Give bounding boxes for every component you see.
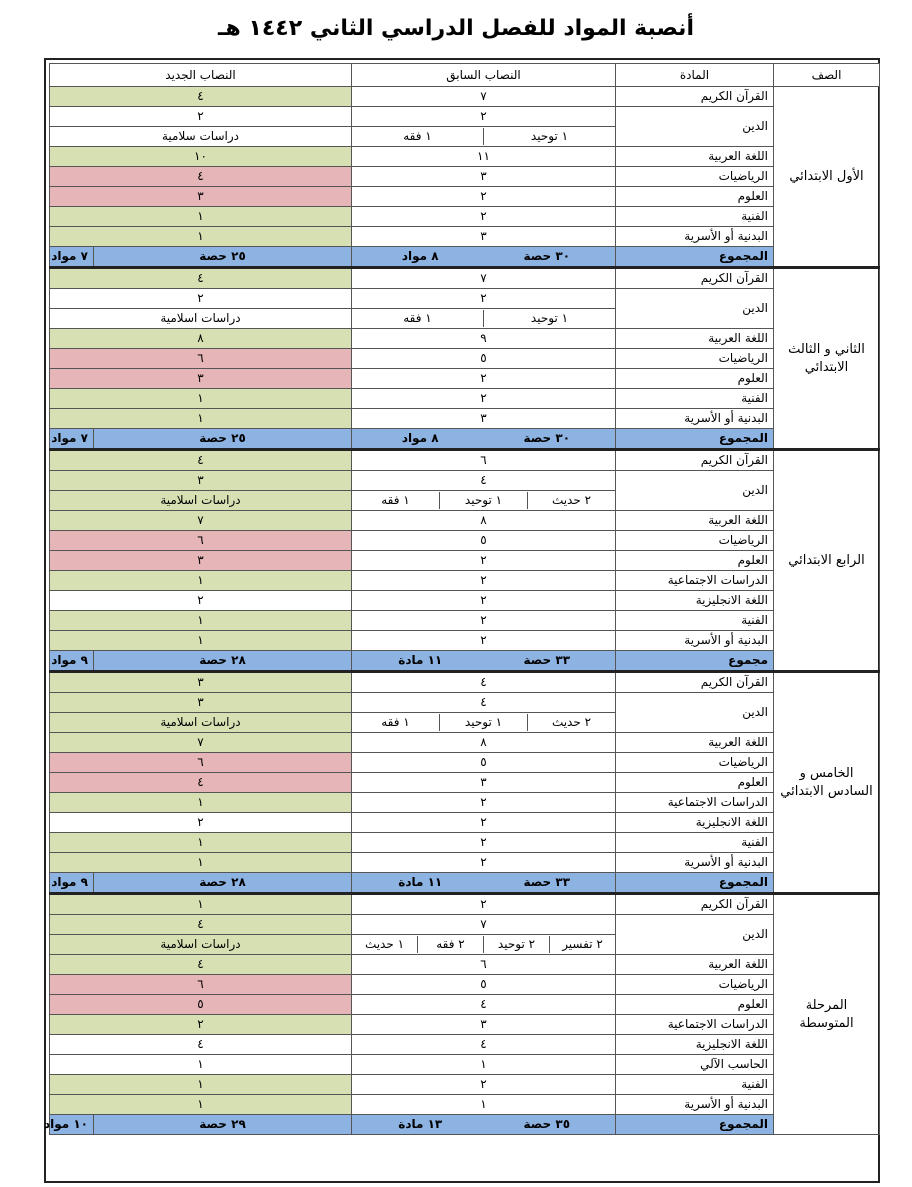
prev-quota-cell: ٢	[352, 369, 616, 389]
subject-cell: اللغة العربية	[616, 329, 774, 349]
prev-total	[357, 248, 610, 265]
new-quota-cell: دراسات اسلامية	[50, 713, 352, 733]
prev-total-subjects: ١١ مادة	[398, 875, 443, 889]
prev-quota-breakdown	[352, 309, 616, 329]
prev-quota-cell: ٩	[352, 329, 616, 349]
prev-total-periods: ٣٣ حصة	[523, 653, 571, 667]
subject-cell: العلوم	[616, 551, 774, 571]
subject-cell: اللغة العربية	[616, 147, 774, 167]
new-total-subjects: ٧ مواد	[50, 247, 94, 268]
new-quota-cell: ٤	[50, 915, 352, 935]
table-row	[50, 511, 880, 531]
new-total-periods: ٢٩ حصة	[94, 1115, 352, 1135]
prev-total	[357, 1116, 610, 1133]
new-quota-cell: ١	[50, 611, 352, 631]
table-row	[50, 733, 880, 753]
total-label: مجموع	[616, 651, 774, 672]
subject-cell: الرياضيات	[616, 531, 774, 551]
subject-cell: البدنية أو الأسرية	[616, 409, 774, 429]
prev-part: ٢ توحيد	[483, 936, 549, 953]
subject-cell: الفنية	[616, 1075, 774, 1095]
new-quota-cell: ٤	[50, 1035, 352, 1055]
prev-part: ١ توحيد	[483, 310, 615, 327]
subject-cell: اللغة العربية	[616, 511, 774, 531]
header-row	[50, 64, 880, 87]
prev-total-subjects: ٨ مواد	[401, 249, 439, 263]
table-row	[50, 813, 880, 833]
new-quota-cell: ٢	[50, 813, 352, 833]
prev-quota-cell: ٢	[352, 894, 616, 915]
prev-total-subjects: ١٣ مادة	[398, 1117, 443, 1131]
prev-quota-cell: ١١	[352, 147, 616, 167]
prev-quota-cell: ٤	[352, 471, 616, 491]
prev-quota-cell: ٧	[352, 915, 616, 935]
grade-cell: الخامس و السادس الابتدائي	[774, 672, 880, 894]
subject-cell-religion: الدين	[616, 693, 774, 733]
grade-cell: المرحلة المتوسطة	[774, 894, 880, 1135]
prev-quota-breakdown	[352, 491, 616, 511]
total-label: المجموع	[616, 873, 774, 894]
table-row	[50, 833, 880, 853]
prev-part: ٢ تفسير	[549, 936, 615, 953]
prev-part: ١ فقه	[381, 493, 410, 507]
table-row	[50, 1015, 880, 1035]
prev-total-cell	[352, 1115, 616, 1135]
new-quota-cell: ١	[50, 853, 352, 873]
prev-quota-cell: ٣	[352, 773, 616, 793]
prev-quota-cell: ٨	[352, 733, 616, 753]
new-quota-cell: ٢	[50, 289, 352, 309]
subject-cell: الرياضيات	[616, 349, 774, 369]
new-total-periods: ٢٨ حصة	[94, 873, 352, 894]
subject-cell: القرآن الكريم	[616, 894, 774, 915]
prev-quota-cell: ٦	[352, 450, 616, 471]
table-row	[50, 1055, 880, 1075]
table-row	[50, 87, 880, 107]
prev-total-cell	[352, 651, 616, 672]
header-prev: النصاب السابق	[352, 64, 616, 87]
table-row	[50, 631, 880, 651]
total-label: المجموع	[616, 1115, 774, 1135]
prev-quota-cell: ٥	[352, 349, 616, 369]
prev-quota-cell: ٥	[352, 753, 616, 773]
subject-cell: الفنية	[616, 611, 774, 631]
prev-parts	[352, 128, 615, 145]
subject-cell: اللغة العربية	[616, 955, 774, 975]
new-quota-cell: دراسات سلامية	[50, 127, 352, 147]
prev-quota-cell: ٤	[352, 1035, 616, 1055]
prev-part: ٢ فقه	[417, 936, 483, 953]
prev-parts	[352, 936, 615, 953]
subject-cell-religion: الدين	[616, 471, 774, 511]
prev-quota-cell: ٥	[352, 531, 616, 551]
new-quota-cell: ٦	[50, 531, 352, 551]
prev-quota-cell: ٣	[352, 167, 616, 187]
new-total-periods: ٢٨ حصة	[94, 651, 352, 672]
new-quota-cell: ٢	[50, 1015, 352, 1035]
new-quota-cell: ١	[50, 1075, 352, 1095]
subject-cell: الرياضيات	[616, 167, 774, 187]
new-quota-cell: ٦	[50, 349, 352, 369]
subject-cell: الدراسات الاجتماعية	[616, 1015, 774, 1035]
table-row	[50, 227, 880, 247]
prev-quota-cell: ٢	[352, 793, 616, 813]
prev-quota-cell: ٢	[352, 611, 616, 631]
table-row	[50, 915, 880, 935]
prev-part: ١ توحيد	[439, 492, 527, 509]
subject-cell: الرياضيات	[616, 975, 774, 995]
new-quota-cell: ١	[50, 833, 352, 853]
new-total-periods: ٢٥ حصة	[94, 429, 352, 450]
prev-total-periods: ٣٣ حصة	[523, 875, 571, 889]
new-quota-cell: ٤	[50, 167, 352, 187]
prev-quota-cell: ٢	[352, 551, 616, 571]
new-quota-cell: ٣	[50, 551, 352, 571]
subject-cell: العلوم	[616, 369, 774, 389]
total-row	[50, 429, 880, 450]
prev-parts	[352, 714, 615, 731]
table-row	[50, 995, 880, 1015]
prev-total-periods: ٣٠ حصة	[523, 249, 571, 263]
new-quota-cell: ١	[50, 409, 352, 429]
grade-cell: الأول الابتدائي	[774, 87, 880, 268]
prev-quota-cell: ٢	[352, 187, 616, 207]
total-row	[50, 247, 880, 268]
table-row	[50, 167, 880, 187]
table-row	[50, 349, 880, 369]
new-quota-cell: ٢	[50, 107, 352, 127]
new-quota-cell: ٣	[50, 672, 352, 693]
table-row	[50, 1035, 880, 1055]
prev-part: ١ توحيد	[439, 714, 527, 731]
table-row	[50, 1095, 880, 1115]
new-quota-cell: ٤	[50, 955, 352, 975]
prev-total-periods: ٣٠ حصة	[523, 431, 571, 445]
prev-total-cell	[352, 247, 616, 268]
table-row	[50, 955, 880, 975]
subject-cell: اللغة الانجليزية	[616, 813, 774, 833]
new-quota-cell: دراسات اسلامية	[50, 309, 352, 329]
new-quota-cell: دراسات اسلامية	[50, 491, 352, 511]
new-quota-cell: ١	[50, 1095, 352, 1115]
prev-quota-cell: ٦	[352, 955, 616, 975]
prev-quota-cell: ٢	[352, 389, 616, 409]
new-quota-cell: ٤	[50, 268, 352, 289]
prev-part: ١ توحيد	[483, 128, 615, 145]
new-quota-cell: ١	[50, 571, 352, 591]
subject-cell: اللغة الانجليزية	[616, 591, 774, 611]
new-quota-cell: ٦	[50, 753, 352, 773]
subject-cell: الدراسات الاجتماعية	[616, 571, 774, 591]
table-row	[50, 672, 880, 693]
table-row	[50, 571, 880, 591]
page-title: أنصبة المواد للفصل الدراسي الثاني ١٤٤٢ هـ	[218, 16, 694, 41]
new-quota-cell: ١	[50, 631, 352, 651]
subject-cell: اللغة العربية	[616, 733, 774, 753]
prev-quota-cell: ٢	[352, 813, 616, 833]
table-row	[50, 693, 880, 713]
prev-quota-cell: ٣	[352, 409, 616, 429]
total-row	[50, 651, 880, 672]
new-quota-cell: ١	[50, 389, 352, 409]
new-total-periods: ٢٥ حصة	[94, 247, 352, 268]
subject-cell-religion: الدين	[616, 107, 774, 147]
new-total-subjects: ٧ مواد	[50, 429, 94, 450]
grade-cell: الثاني و الثالث الابتدائي	[774, 268, 880, 450]
prev-part: ١ فقه	[403, 129, 432, 143]
new-quota-cell: ٨	[50, 329, 352, 349]
prev-part: ١ فقه	[381, 715, 410, 729]
new-quota-cell: ١	[50, 207, 352, 227]
subject-quota-table	[43, 63, 880, 1135]
prev-quota-cell: ٨	[352, 511, 616, 531]
prev-total	[357, 874, 610, 891]
prev-quota-cell: ٢	[352, 107, 616, 127]
table-row	[50, 611, 880, 631]
subject-cell: الفنية	[616, 833, 774, 853]
prev-quota-cell: ٢	[352, 853, 616, 873]
new-quota-cell: ٢	[50, 591, 352, 611]
prev-total	[357, 652, 610, 669]
new-quota-cell: ١	[50, 227, 352, 247]
subject-cell-religion: الدين	[616, 289, 774, 329]
new-quota-cell: ١٠	[50, 147, 352, 167]
new-quota-cell: ٣	[50, 369, 352, 389]
subject-cell: البدنية أو الأسرية	[616, 631, 774, 651]
prev-quota-cell: ٤	[352, 693, 616, 713]
new-quota-cell: ١	[50, 793, 352, 813]
table-row	[50, 793, 880, 813]
new-total-subjects: ١٠ مواد	[50, 1115, 94, 1135]
prev-total-cell	[352, 873, 616, 894]
table-row	[50, 591, 880, 611]
prev-quota-breakdown	[352, 127, 616, 147]
header-subject: المادة	[616, 64, 774, 87]
subject-cell: الفنية	[616, 389, 774, 409]
new-quota-cell: ٦	[50, 975, 352, 995]
table-row	[50, 894, 880, 915]
subject-cell: الدراسات الاجتماعية	[616, 793, 774, 813]
table-row	[50, 409, 880, 429]
subject-cell: العلوم	[616, 187, 774, 207]
table-row	[50, 369, 880, 389]
table-row	[50, 389, 880, 409]
prev-total-periods: ٣٥ حصة	[523, 1117, 571, 1131]
table-row	[50, 471, 880, 491]
prev-parts	[352, 492, 615, 509]
prev-part: ١ فقه	[403, 311, 432, 325]
subject-cell: الرياضيات	[616, 753, 774, 773]
new-quota-cell: ٣	[50, 187, 352, 207]
table-row	[50, 773, 880, 793]
table-row	[50, 531, 880, 551]
table-row	[50, 450, 880, 471]
subject-cell: الحاسب الآلي	[616, 1055, 774, 1075]
subject-cell: البدنية أو الأسرية	[616, 853, 774, 873]
new-quota-cell: ٧	[50, 733, 352, 753]
subject-cell: العلوم	[616, 995, 774, 1015]
prev-quota-cell: ٧	[352, 268, 616, 289]
total-label: المجموع	[616, 429, 774, 450]
prev-quota-cell: ٢	[352, 591, 616, 611]
prev-quota-cell: ٤	[352, 672, 616, 693]
table-row	[50, 107, 880, 127]
new-total-subjects: ٩ مواد	[50, 873, 94, 894]
subject-cell: القرآن الكريم	[616, 672, 774, 693]
header-grade: الصف	[774, 64, 880, 87]
subject-cell: القرآن الكريم	[616, 87, 774, 107]
prev-quota-cell: ١	[352, 1095, 616, 1115]
subject-cell: البدنية أو الأسرية	[616, 1095, 774, 1115]
schedule-frame	[44, 58, 880, 1183]
table-row	[50, 207, 880, 227]
new-quota-cell: ٣	[50, 471, 352, 491]
prev-quota-breakdown	[352, 713, 616, 733]
prev-quota-cell: ٢	[352, 631, 616, 651]
prev-part: ٢ حديث	[527, 492, 615, 509]
prev-quota-cell: ٣	[352, 227, 616, 247]
prev-quota-cell: ٤	[352, 995, 616, 1015]
table-row	[50, 329, 880, 349]
prev-quota-cell: ٢	[352, 207, 616, 227]
subject-cell: القرآن الكريم	[616, 450, 774, 471]
prev-quota-cell: ٧	[352, 87, 616, 107]
total-label: المجموع	[616, 247, 774, 268]
prev-quota-cell: ٢	[352, 289, 616, 309]
total-row	[50, 1115, 880, 1135]
grade-cell: الرابع الابتدائي	[774, 450, 880, 672]
prev-quota-cell: ١	[352, 1055, 616, 1075]
prev-quota-cell: ٢	[352, 833, 616, 853]
subject-cell: الفنية	[616, 207, 774, 227]
table-row	[50, 753, 880, 773]
table-row	[50, 147, 880, 167]
table-row	[50, 268, 880, 289]
table-row	[50, 975, 880, 995]
table-row	[50, 289, 880, 309]
prev-quota-cell: ٢	[352, 1075, 616, 1095]
new-quota-cell: ٤	[50, 87, 352, 107]
prev-quota-breakdown	[352, 935, 616, 955]
prev-total-subjects: ٨ مواد	[401, 431, 439, 445]
table-body	[43, 87, 880, 1135]
new-quota-cell: ٤	[50, 450, 352, 471]
table-row	[50, 1075, 880, 1095]
new-quota-cell: ٥	[50, 995, 352, 1015]
subject-cell: البدنية أو الأسرية	[616, 227, 774, 247]
prev-quota-cell: ٥	[352, 975, 616, 995]
new-total-subjects: ٩ مواد	[50, 651, 94, 672]
subject-cell: اللغة الانجليزية	[616, 1035, 774, 1055]
prev-quota-cell: ٢	[352, 571, 616, 591]
new-quota-cell: ٣	[50, 693, 352, 713]
subject-cell: العلوم	[616, 773, 774, 793]
table-row	[50, 187, 880, 207]
total-row	[50, 873, 880, 894]
header-new: النصاب الجديد	[50, 64, 352, 87]
new-quota-cell: ١	[50, 1055, 352, 1075]
new-quota-cell: ١	[50, 894, 352, 915]
table-row	[50, 551, 880, 571]
new-quota-cell: دراسات اسلامية	[50, 935, 352, 955]
prev-part: ٢ حديث	[527, 714, 615, 731]
subject-cell-religion: الدين	[616, 915, 774, 955]
subject-cell: القرآن الكريم	[616, 268, 774, 289]
table-row	[50, 853, 880, 873]
new-quota-cell: ٤	[50, 773, 352, 793]
new-quota-cell: ٧	[50, 511, 352, 531]
prev-parts	[352, 310, 615, 327]
prev-total-subjects: ١١ مادة	[398, 653, 443, 667]
prev-part: ١ حديث	[364, 937, 405, 951]
prev-total	[357, 430, 610, 447]
prev-total-cell	[352, 429, 616, 450]
prev-quota-cell: ٣	[352, 1015, 616, 1035]
